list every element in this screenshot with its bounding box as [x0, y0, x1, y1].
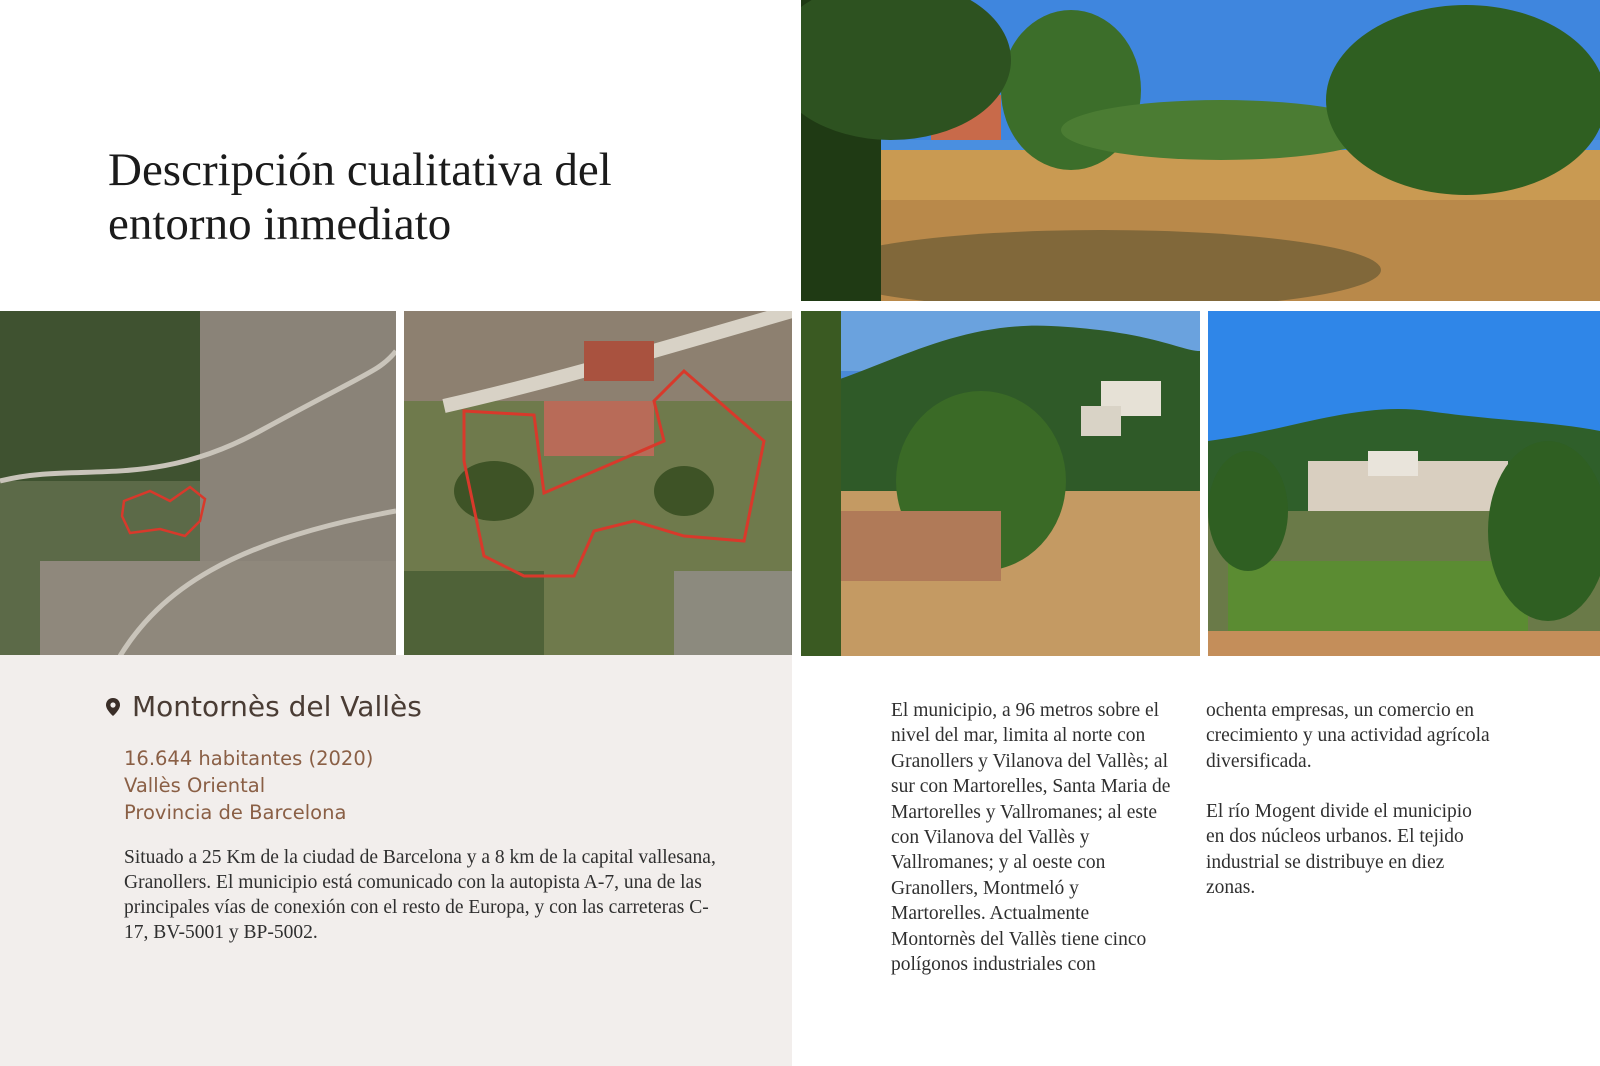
- map-pin-icon: [106, 698, 120, 716]
- paragraph-col2a: ochenta empresas, un comercio en crecimiento y una actividad agrícola diversificada.: [1206, 700, 1490, 772]
- paragraph-col1: El municipio, a 96 metros sobre el nivel del mar, limita al norte con Granollers y Vilanova del Vallès; al sur con Martorelles, Santa Maria de Martorelles y Vallromanes; al este con Vilanova del Vallès y Vallromanes; y al oeste con Granollers, Montmeló y Martorelles. Actualmente Montornès del Vallès tiene cinco polígonos industriales con: [891, 700, 1171, 976]
- photo-garden-tree: [801, 311, 1200, 656]
- location-heading: [106, 690, 422, 723]
- aerial-map-wide: [0, 311, 396, 656]
- location-name: Montornès del Vallès: [132, 690, 422, 723]
- fact-comarca: Vallès Oriental: [124, 774, 266, 797]
- photo-village-hill: [1208, 311, 1600, 656]
- landscape-photo-top: [801, 0, 1600, 301]
- fact-population: 16.644 habitantes (2020): [124, 747, 374, 770]
- paragraph-location: Situado a 25 Km de la ciudad de Barcelona y a 8 km de la capital vallesana, Granollers. El municipio está comunicado con la autopista A-7, una de las principales vías de conexión con el resto de Europa, y con las carreteras C-17, BV-5001 y BP-5002.: [124, 847, 716, 943]
- fact-province: Provincia de Barcelona: [124, 801, 347, 824]
- page-title: Descripción cualitativa del entorno inmediato: [108, 144, 612, 250]
- paragraph-col2b: El río Mogent divide el municipio en dos núcleos urbanos. El tejido industrial se distribuye en diez zonas.: [1206, 801, 1472, 899]
- aerial-map-close: [404, 311, 792, 656]
